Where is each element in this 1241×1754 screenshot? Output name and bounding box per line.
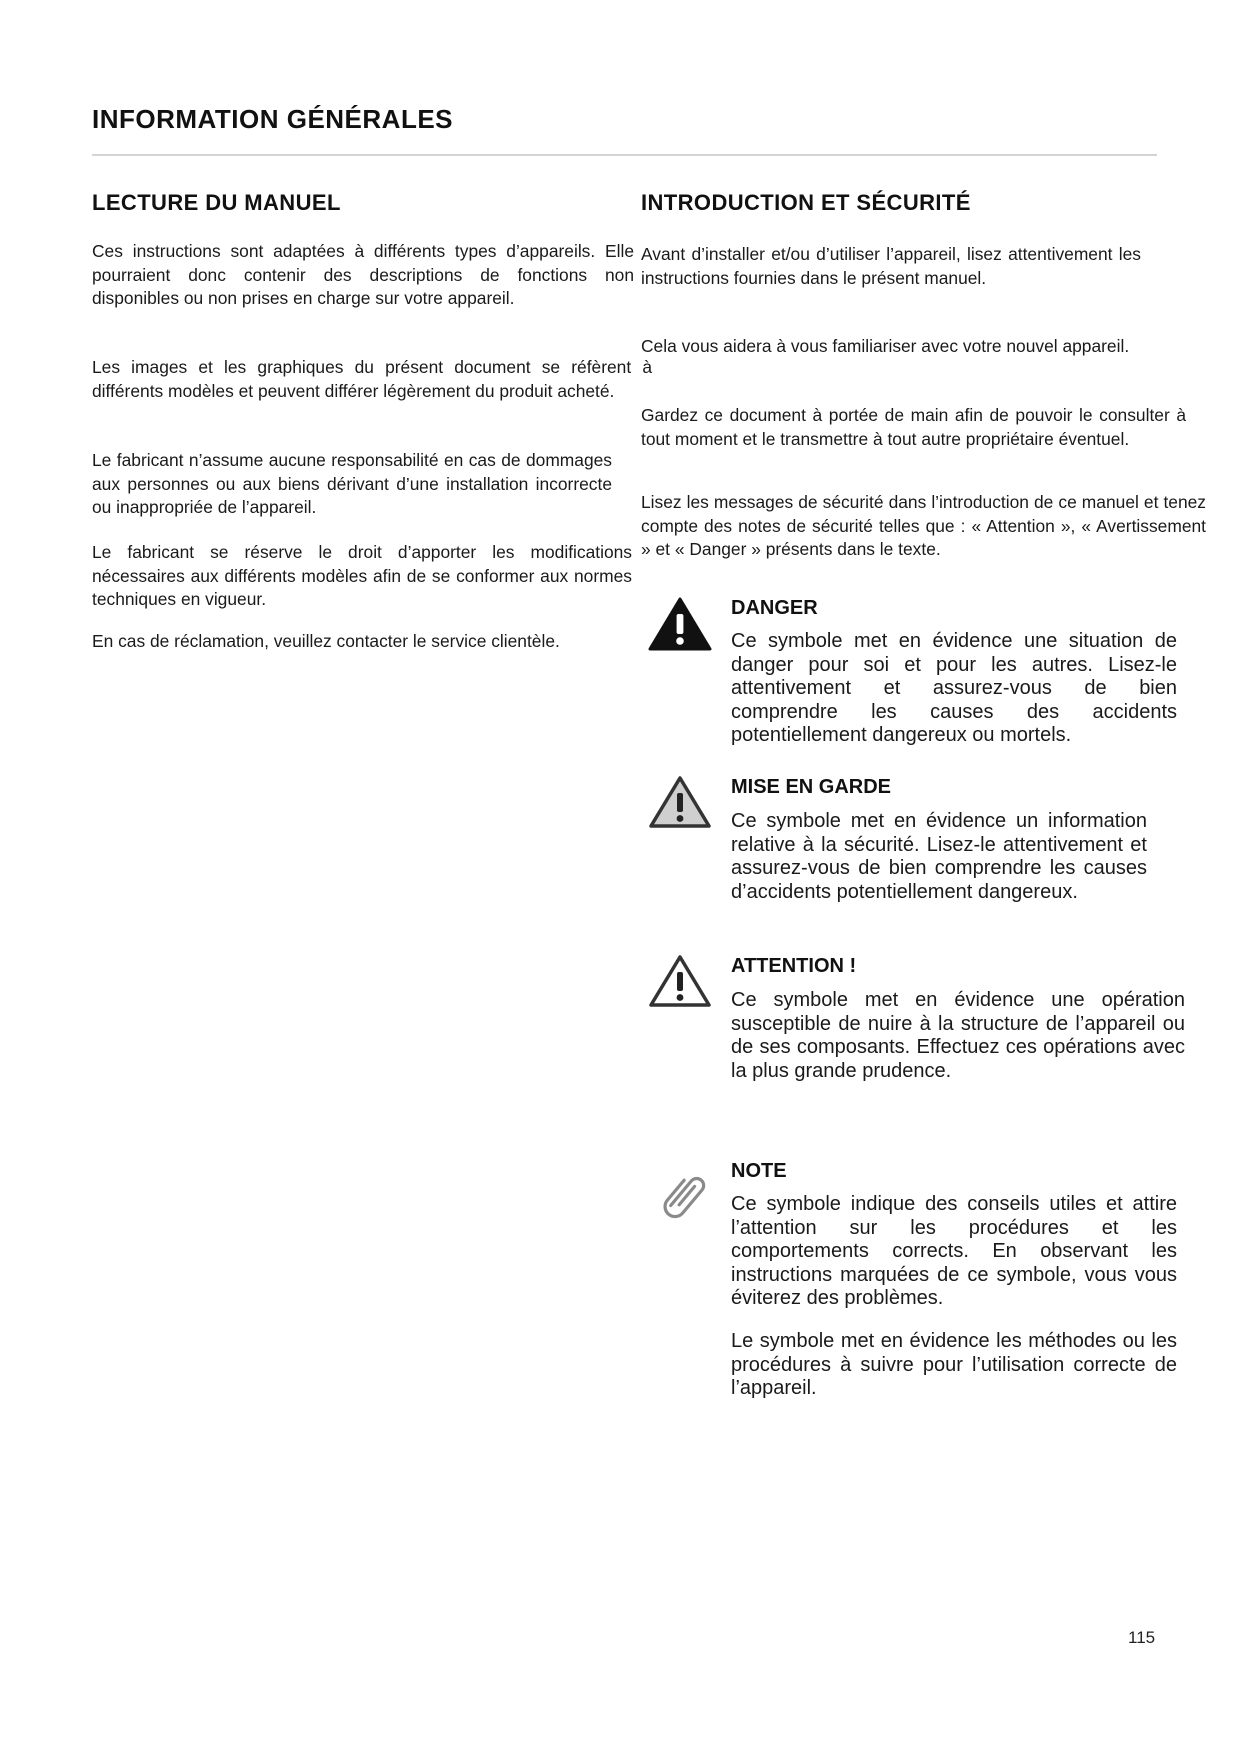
left-paragraph-4: Le fabricant se réserve le droit d’apporter les modifications nécessaires aux différents modèles afin de se conformer aux normes techniques en vigueur. [92, 542, 632, 609]
left-paragraph-2: Les images et les graphiques du présent document se réfèrent à différents modèles et peuvent différer légèrement du produit acheté. [92, 357, 652, 401]
paperclip-icon [662, 1170, 712, 1224]
notice-title-danger: DANGER [731, 597, 818, 619]
right-paragraph-1: Avant d’installer et/ou d’utiliser l’appareil, lisez attentivement les instructions fournies dans le présent manuel. [641, 244, 1141, 288]
attention-triangle-outline-icon [648, 953, 712, 1009]
left-paragraph-5: En cas de réclamation, veuillez contacter le service clientèle. [92, 631, 560, 651]
right-section-heading: INTRODUCTION ET SÉCURITÉ [641, 190, 971, 215]
notice-text-note: Ce symbole indique des conseils utiles et attire l’attention sur les procédures et les comportements corrects. En observant les instructions marquées de ce symbole, vous vous éviterez des problèmes. [731, 1193, 1177, 1310]
warning-triangle-grey-icon [648, 774, 712, 830]
notice-text-warning: Ce symbole met en évidence un information relative à la sécurité. Lisez-le attentivement et assurez-vous de bien comprendre les causes d’accidents potentiellement dangereux. [731, 810, 1147, 903]
right-paragraph-4: Lisez les messages de sécurité dans l’introduction de ce manuel et tenez compte des notes de sécurité telles que : « Attention », « Avertissement » et « Danger » présents dans le texte. [641, 492, 1206, 559]
notice-text-attention: Ce symbole met en évidence une opération susceptible de nuire à la structure de l’appareil ou de ses composants. Effectuez ces opérations avec la plus grande prudence. [731, 989, 1185, 1082]
title-divider [92, 154, 1157, 156]
right-paragraph-3: Gardez ce document à portée de main afin de pouvoir le consulter à tout moment et le transmettre à tout autre propriétaire éventuel. [641, 405, 1186, 449]
notice-text-danger: Ce symbole met en évidence une situation de danger pour soi et pour les autres. Lisez-le attentivement et assurez-vous de bien comprendre les causes des accidents potentiellement dangereux ou mortels. [731, 630, 1177, 747]
page-title: INFORMATION GÉNÉRALES [92, 104, 454, 134]
notice-text-note-extra: Le symbole met en évidence les méthodes ou les procédures à suivre pour l’utilisation correcte de l’appareil. [731, 1330, 1177, 1400]
notice-title-attention: ATTENTION ! [731, 955, 857, 977]
left-section-heading: LECTURE DU MANUEL [92, 190, 341, 215]
danger-triangle-filled-icon [648, 596, 712, 652]
right-paragraph-2: Cela vous aidera à vous familiariser avec votre nouvel appareil. [641, 336, 1130, 356]
notice-title-warning: MISE EN GARDE [731, 776, 892, 798]
notice-title-note: NOTE [731, 1160, 787, 1182]
left-paragraph-1: Ces instructions sont adaptées à différents types d’appareils. Elle pourraient donc contenir des descriptions de fonctions non disponibles ou non prises en charge sur votre appareil. [92, 241, 634, 308]
left-paragraph-3: Le fabricant n’assume aucune responsabilité en cas de dommages aux personnes ou aux biens dérivant d’une installation incorrecte ou inappropriée de l’appareil. [92, 450, 612, 517]
page-number: 115 [1128, 1628, 1156, 1647]
